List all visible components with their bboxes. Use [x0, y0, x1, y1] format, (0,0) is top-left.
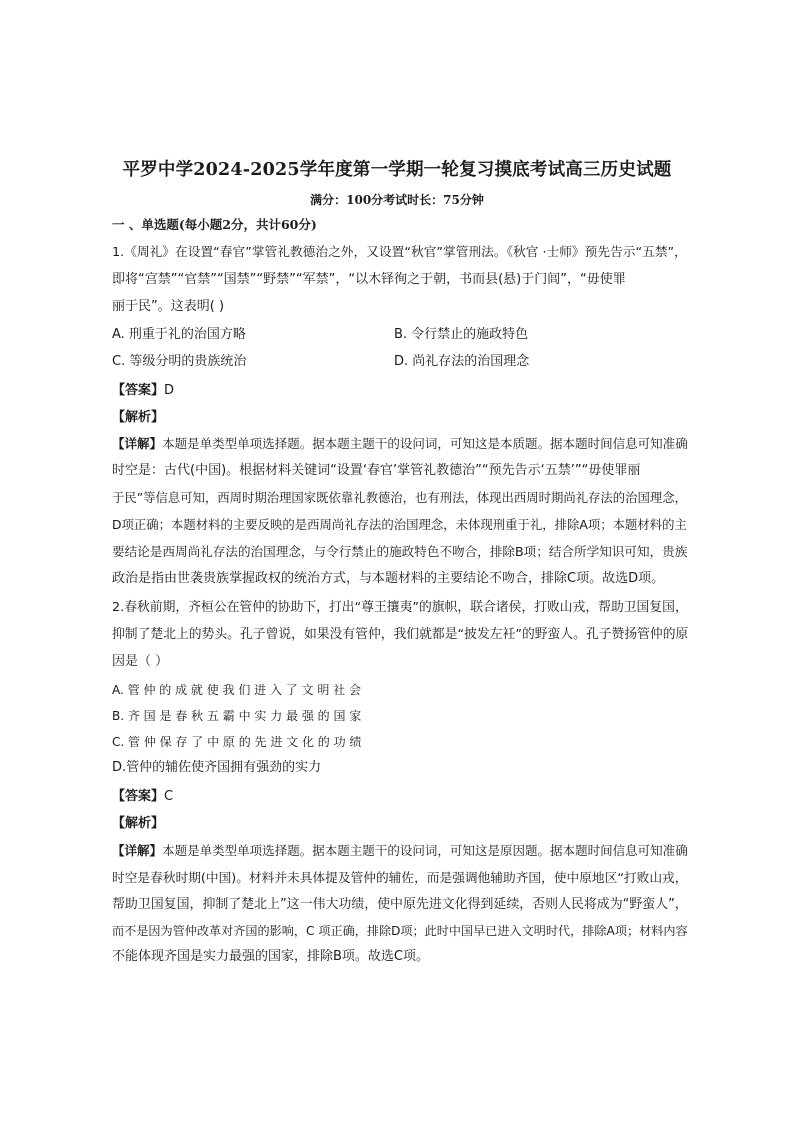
q1-detail-line-3: 于民”等信息可知，西周时期治理国家既依靠礼教德治，也有刑法，体现出西周时期尚礼存法的治国理念， — [112, 491, 687, 505]
q1-detail-tag: 【详解】 — [112, 436, 163, 451]
q2-option-a: A. 管 仲 的 成 就 使 我 们 进 入 了 文 明 社 会 — [112, 683, 362, 697]
q2-stem-line-3: 因是（ ） — [112, 654, 169, 669]
q2-detail-text-1: 本题是单类型单项选择题。据本题主题干的设问词，可知这是原因题。据本题时间信息可知准确 — [162, 843, 688, 858]
q1-option-b: B. 令行禁止的施政特色 — [394, 327, 529, 342]
q1-stem-line-1: 1.《周礼》在设置“春官”掌管礼教德治之外，又设置“秋官”掌管刑法。《秋官 ·士师》预先告示“五禁”， — [112, 245, 687, 260]
q2-option-c: C. 管 仲 保 存 了 中 原 的 先 进 文 化 的 功 绩 — [112, 735, 362, 749]
q2-answer — [112, 788, 173, 806]
q2-answer-value: C — [164, 789, 174, 804]
q2-detail-line-1 — [112, 842, 688, 860]
q2-answer-tag: 【答案】 — [112, 789, 165, 804]
q2-detail-line-3: 帮助卫国复国，抑制了楚北上”这一伟大功绩，使中原先进文化得到延续，否则人民将成为“野蛮人”， — [112, 897, 688, 912]
q1-stem-line-2: 即将“宫禁”“官禁”“国禁”“野禁”“军禁”，“以木铎徇之于朝，书而县(悬)于门闾”，“毋使罪 — [112, 272, 626, 287]
q2-stem-line-2: 抑制了楚北上的势头。孔子曾说，如果没有管仲，我们就都是“披发左衽”的野蛮人。孔子赞扬管仲的原 — [112, 627, 689, 642]
q1-detail-line-1 — [112, 435, 688, 453]
q1-option-c: C. 等级分明的贵族统治 — [112, 354, 247, 369]
q2-option-b: B. 齐 国 是 春 秋 五 霸 中 实 力 最 强 的 国 家 — [112, 709, 362, 723]
exam-title: 平罗中学2024-2025学年度第一学期一轮复习摸底考试高三历史试题 — [122, 160, 672, 180]
exam-subtitle: 满分：100分考试时长：75分钟 — [310, 193, 484, 207]
q1-analysis-tag: 【解析】 — [112, 410, 165, 425]
q2-detail-line-5: 不能体现齐国是实力最强的国家，排除B项。故选C项。 — [112, 949, 429, 964]
q1-answer-tag: 【答案】 — [112, 383, 165, 398]
q2-detail-line-4: 而不是因为管仲改革对齐国的影响，C 项正确，排除D项；此时中国早已进入文明时代，排除A项；材料内容 — [112, 924, 688, 938]
q1-detail-line-2: 时空是：古代(中国)。根据材料关键词“设置‘春官’掌管礼教德治”“预先告示‘五禁’”“毋使罪丽 — [112, 463, 641, 478]
q2-stem-line-1: 2.春秋前期，齐桓公在管仲的协助下，打出“尊王攘夷”的旗帜，联合诸侯，打败山戎，帮助卫国复国， — [112, 600, 688, 615]
q2-analysis-tag: 【解析】 — [112, 816, 165, 831]
q1-stem-line-3: 丽于民”。这表明( ) — [112, 299, 225, 314]
q1-detail-text-1: 本题是单类型单项选择题。据本题主题干的设问词，可知这是本质题。据本题时间信息可知准确 — [162, 436, 688, 451]
section-heading: 一 、单选题(每小题2分，共计60分) — [112, 217, 317, 232]
q1-answer-value: D — [164, 383, 175, 398]
q1-detail-line-4: D项正确；本题材料的主要反映的是西周尚礼存法的治国理念，未体现刑重于礼，排除A项；本题材料的主 — [112, 517, 687, 532]
q1-detail-line-5: 要结论是西周尚礼存法的治国理念，与令行禁止的施政特色不吻合，排除B项；结合所学知识可知，贵族 — [112, 544, 688, 559]
q1-option-a: A. 刑重于礼的治国方略 — [112, 327, 246, 342]
q2-detail-tag: 【详解】 — [112, 843, 163, 858]
q2-detail-line-2: 时空是春秋时期(中国)。材料并未具体提及管仲的辅佐，而是强调他辅助齐国，使中原地区“打败山戎， — [112, 870, 688, 885]
q1-answer — [112, 382, 174, 400]
q1-option-d: D. 尚礼存法的治国理念 — [394, 354, 530, 369]
q2-option-d: D.管仲的辅佐使齐国拥有强劲的实力 — [112, 760, 322, 775]
q1-detail-line-6: 政治是指由世袭贵族掌握政权的统治方式，与本题材料的主要结论不吻合，排除C项。故选D项。 — [112, 571, 665, 586]
